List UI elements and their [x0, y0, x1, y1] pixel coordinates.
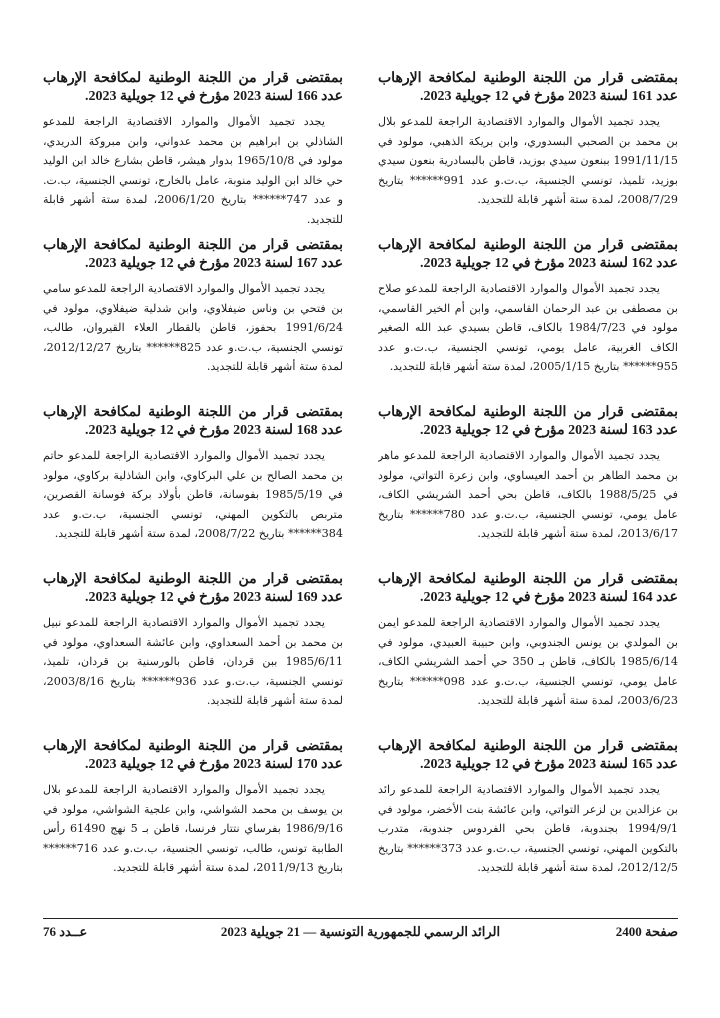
- entry-body: يجدد تجميد الأموال والموارد الاقتصادية الراجعة للمدعو بلال بن محمد بن الصحبي البسدوري، وابن بريكة الذهبي، مولود في 1991/11/15 ببنعون سيدي بوزيد، قاطن بالبسادرية بنعون سيدي بوزيد، تلميذ، تونسي الجنسية، ب.ت.و عدد 991****** بتاريخ 2008/7/29، لمدة ستة أشهر قابلة للتجديد.: [378, 115, 678, 207]
- entry-title: بمقتضى قرار من اللجنة الوطنية لمكافحة الإرهاب عدد 161 لسنة 2023 مؤرخ في 12 جويلية 2023.: [378, 71, 678, 104]
- footer-divider: [43, 918, 678, 919]
- entry-title: بمقتضى قرار من اللجنة الوطنية لمكافحة الإرهاب عدد 163 لسنة 2023 مؤرخ في 12 جويلية 2023.: [378, 405, 678, 438]
- journal-title: الرائد الرسمي للجمهورية التونسية — 21 جويلية 2023: [220, 924, 501, 939]
- entry-title: بمقتضى قرار من اللجنة الوطنية لمكافحة الإرهاب عدد 162 لسنة 2023 مؤرخ في 12 جويلية 2023.: [378, 238, 678, 271]
- entry-body: يجدد تجميد الأموال والموارد الاقتصادية الراجعة للمدعو ماهر بن محمد الطاهر بن أحمد العيساوي، وابن زعرة التواتي، مولود في 1988/5/25 بالكاف، قاطن بحي أحمد الشريشي الكاف، عامل يومي، تونسي الجنسية، ب.ت.و عدد 780****** بتاريخ 2013/6/17، لمدة ستة أشهر قابلة للتجديد.: [378, 449, 678, 541]
- decision-entry-161: [378, 70, 678, 237]
- issue-number: عــدد 76: [43, 924, 88, 939]
- entry-title: بمقتضى قرار من اللجنة الوطنية لمكافحة الإرهاب عدد 167 لسنة 2023 مؤرخ في 12 جويلية 2023.: [43, 238, 343, 271]
- decision-entry-164: [378, 571, 678, 738]
- entry-title: بمقتضى قرار من اللجنة الوطنية لمكافحة الإرهاب عدد 168 لسنة 2023 مؤرخ في 12 جويلية 2023.: [43, 405, 343, 438]
- decision-entry-169: [43, 571, 343, 738]
- decision-entry-165: [378, 738, 678, 905]
- entry-title: بمقتضى قرار من اللجنة الوطنية لمكافحة الإرهاب عدد 170 لسنة 2023 مؤرخ في 12 جويلية 2023.: [43, 739, 343, 772]
- entry-body: يجدد تجميد الأموال والموارد الاقتصادية الراجعة للمدعو ايمن بن المولدي بن يونس الجندوبي، وابن حبيبة العبيدي، مولود في 1985/6/14 بالكاف، قاطن بـ 350 حي أحمد الشريشي الكاف، عامل يومي، تونسي الجنسية، ب.ت.و عدد 098****** بتاريخ 2003/6/23، لمدة ستة أشهر قابلة للتجديد.: [378, 616, 678, 708]
- entry-body: يجدد تجميد الأموال والموارد الاقتصادية الراجعة للمدعو سامي بن فتحي بن وناس ضيفلاوي، وابن شدلية ضيفلاوي، مولود في 1991/6/24 بحفوز، قاطن بالقطار العلاء القيروان، طالب، تونسي الجنسية، ب.ت.و عدد 825****** بتاريخ 2012/12/27، لمدة ستة أشهر قابلة للتجديد.: [43, 282, 343, 374]
- entry-body: يجدد تجميد الأموال والموارد الاقتصادية الراجعة للمدعو بلال بن يوسف بن محمد الشواشي، وابن علجية الشواشي، مولود في 1986/9/16 بفرساي نتتار فرنسا، قاطن بـ 5 نهج 61490 رأس الطابية تونس، طالب، تونسي الجنسية، ب.ت.و عدد 716****** بتاريخ 2011/9/13، لمدة ستة أشهر قابلة للتجديد.: [43, 783, 343, 875]
- entry-body: يجدد تجميد الأموال والموارد الاقتصادية الراجعة للمدعو الشاذلي بن ابراهيم بن محمد عدواني، وابن مبروكة الدريدي، مولود في 1965/10/8 بدوار هيشر، قاطن بشارع خالد ابن الوليد حي خالد ابن الوليد منوبة، عامل بالخارج، تونسي الجنسية، ب.ت. و عدد 747****** بتاريخ 2006/1/20، لمدة ستة أشهر قابلة للتجديد.: [43, 115, 343, 226]
- entry-body: يجدد تجميد الأموال والموارد الاقتصادية الراجعة للمدعو رائد بن عزالدين بن لزعر التواتي، وابن عائشة بنت الأخضر، مولود في 1994/9/1 بجندوبة، قاطن بحي الفردوس جندوبة، متدرب بالتكوين المهني، تونسي الجنسية، ب.ت.و عدد 373****** بتاريخ 2012/12/5، لمدة ستة أشهر قابلة للتجديد.: [378, 783, 678, 875]
- decision-entry-170: [43, 738, 343, 905]
- right-column: [378, 70, 678, 905]
- entry-title: بمقتضى قرار من اللجنة الوطنية لمكافحة الإرهاب عدد 169 لسنة 2023 مؤرخ في 12 جويلية 2023.: [43, 572, 343, 605]
- decision-entry-168: [43, 404, 343, 571]
- decision-entry-167: [43, 237, 343, 404]
- entry-body: يجدد تجميد الأموال والموارد الاقتصادية الراجعة للمدعو حاتم بن محمد الصالح بن علي البركاوي، وابن الشاذلية بركاوي، مولود في 1985/5/19 بفوسانة، قاطن بأولاد بركة فوسانة القصرين، متربص بالتكوين المهني، تونسي الجنسية، ب.ت.و عدد 384****** بتاريخ 2008/7/22، لمدة ستة أشهر قابلة للتجديد.: [43, 449, 343, 541]
- entry-body: يجدد تجميد الأموال والموارد الاقتصادية الراجعة للمدعو صلاح بن مصطفى بن عبد الرحمان القاسمي، وابن أم الخير القاسمي، مولود في 1984/7/23 بالكاف، قاطن بسيدي عبد الله الصغير الكاف الغربية، عامل يومي، تونسي الجنسية، ب.ت.و عدد 955****** بتاريخ 2005/1/15، لمدة ستة أشهر قابلة للتجديد.: [378, 282, 678, 374]
- left-column: [43, 70, 343, 905]
- page-footer: [43, 924, 678, 942]
- decision-entry-163: [378, 404, 678, 571]
- decision-entry-162: [378, 237, 678, 404]
- entry-body: يجدد تجميد الأموال والموارد الاقتصادية الراجعة للمدعو نبيل بن محمد بن أحمد السعداوي، وابن عائشة السعداوي، مولود في 1985/6/11 ببن قردان، قاطن بالورسنية بن قردان، تلميذ، تونسي الجنسية، ب.ت.و عدد 936****** بتاريخ 2003/8/16، لمدة ستة أشهر قابلة للتجديد.: [43, 616, 343, 708]
- entry-title: بمقتضى قرار من اللجنة الوطنية لمكافحة الإرهاب عدد 165 لسنة 2023 مؤرخ في 12 جويلية 2023.: [378, 739, 678, 772]
- decision-entry-166: [43, 70, 343, 237]
- page-number: صفحة 2400: [615, 924, 678, 939]
- entry-title: بمقتضى قرار من اللجنة الوطنية لمكافحة الإرهاب عدد 164 لسنة 2023 مؤرخ في 12 جويلية 2023.: [378, 572, 678, 605]
- entry-title: بمقتضى قرار من اللجنة الوطنية لمكافحة الإرهاب عدد 166 لسنة 2023 مؤرخ في 12 جويلية 2023.: [43, 71, 343, 104]
